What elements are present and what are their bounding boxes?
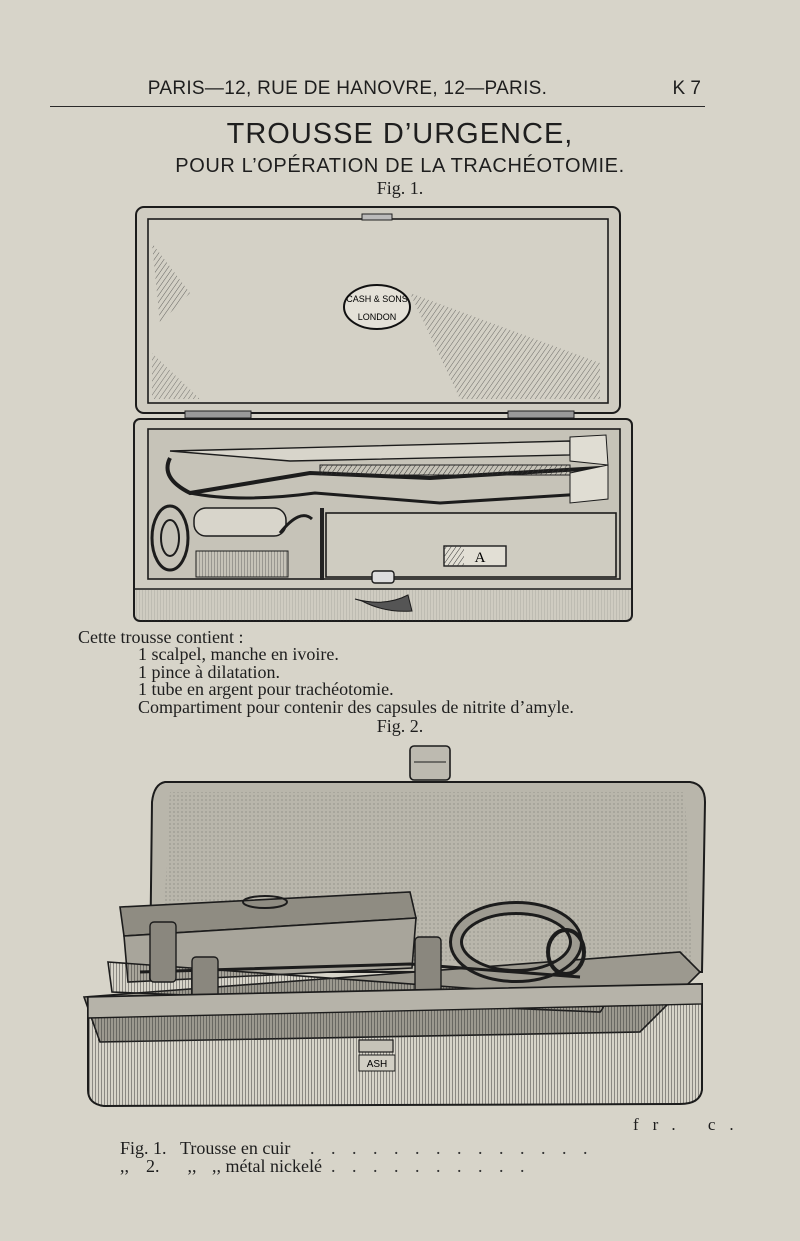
list-item: 1 scalpel, manche en ivoire. [138, 644, 339, 664]
price-row-leader: . . . . . . . . . . . [310, 1156, 531, 1176]
contents-intro: Cette trousse contient : [78, 627, 244, 647]
svg-text:CASH & SONS: CASH & SONS [346, 294, 408, 304]
running-head-address: PARIS—12, RUE DE HANOVRE, 12—PARIS. [147, 78, 548, 99]
price-row-description: Trousse en cuir [180, 1138, 291, 1158]
price-row-figure: Fig. 1. [120, 1138, 167, 1158]
maker-stamp [344, 285, 410, 329]
latch [410, 746, 450, 780]
amyl-nitrite-compartment [326, 513, 616, 577]
price-row [120, 1156, 531, 1177]
contents-list [138, 646, 574, 716]
maker-badge [359, 1055, 395, 1071]
compartment-tag [444, 546, 506, 566]
price-row-leader: . . . . . . . . . . . . . . [310, 1138, 594, 1158]
price-unit-header: fr. c. [633, 1115, 748, 1134]
page-subtitle: POUR L’OPÉRATION DE LA TRACHÉOTOMIE. [175, 155, 625, 177]
svg-text:A: A [474, 550, 486, 566]
figure1-illustration [130, 203, 638, 625]
list-item: Compartiment pour contenir des capsules de nitrite d’amyle. [138, 696, 574, 717]
list-item: 1 pince à dilatation. [138, 661, 280, 682]
price-row-number: 2. [146, 1156, 160, 1176]
figure1-label: Fig. 1. [376, 178, 424, 198]
case-clasp [372, 571, 394, 583]
svg-text:ASH: ASH [366, 1059, 388, 1070]
page-number: K 7 [672, 78, 701, 99]
page-title: TROUSSE D’URGENCE, [226, 118, 574, 150]
price-row-description: ,, métal nickelé [212, 1156, 322, 1176]
price-row-ditto-figure: ,, [120, 1156, 129, 1176]
running-head [50, 78, 705, 107]
list-item: 1 tube en argent pour trachéotomie. [138, 679, 394, 699]
figure2-label: Fig. 2. [376, 716, 424, 736]
price-row-ditto: ,, [187, 1156, 197, 1176]
svg-text:LONDON: LONDON [357, 312, 397, 322]
figure2-illustration [80, 742, 710, 1107]
